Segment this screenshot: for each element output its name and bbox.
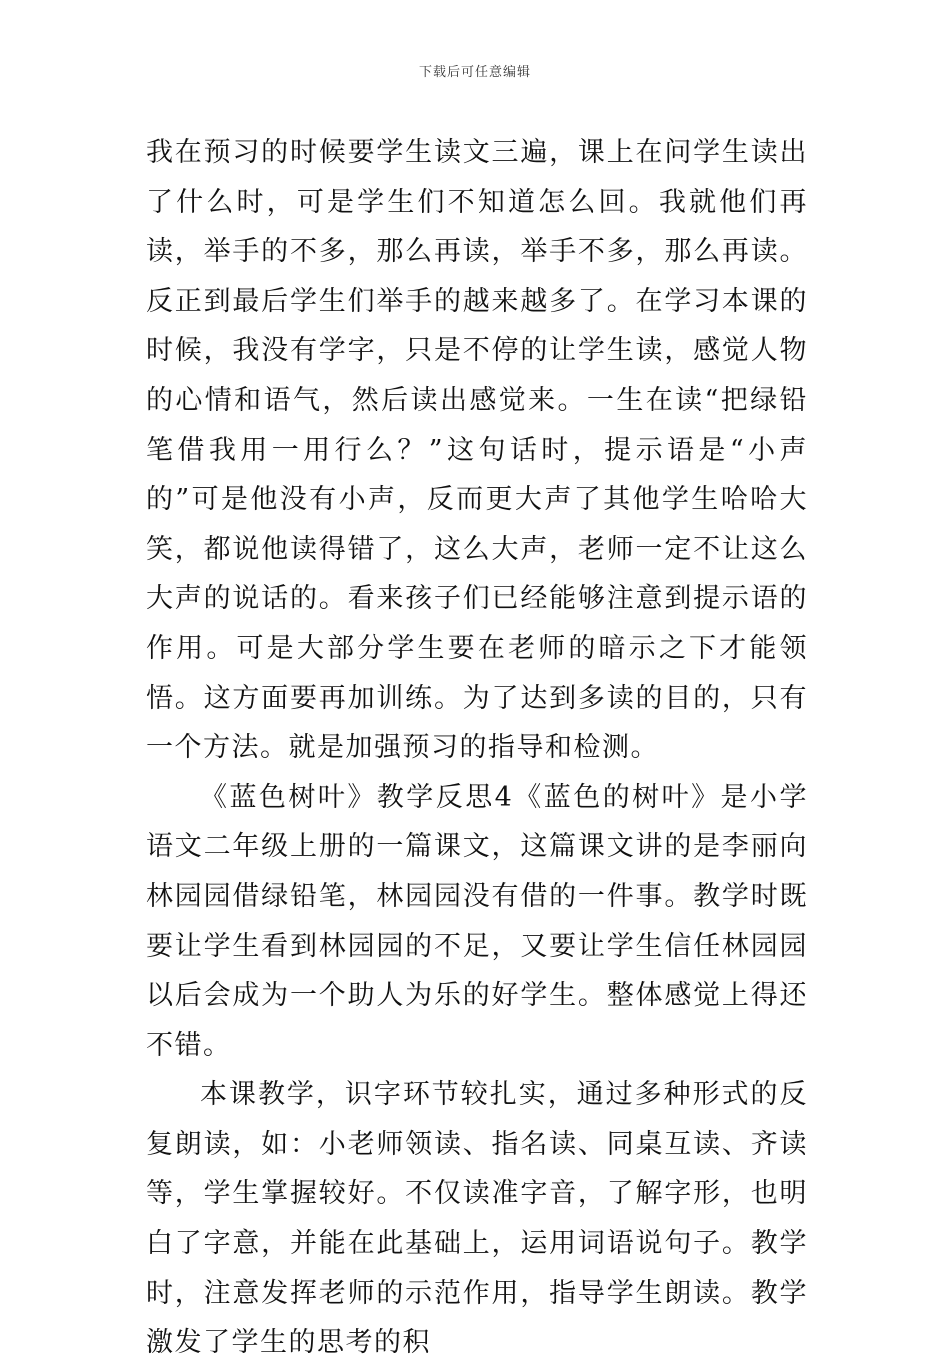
paragraph-3: 本课教学，识字环节较扎实，通过多种形式的反复朗读，如：小老师领读、指名读、同桌互读、齐读等，学生掌握较好。不仅读准字音，了解字形，也明白了字意，并能在此基础上，运用词语说句子。教学时，注意发挥老师的示范作用，指导学生朗读。教学激发了学生的思考的积 xyxy=(146,1079,808,1359)
paragraph-1: 我在预习的时候要学生读文三遍，课上在问学生读出了什么时，可是学生们不知道怎么回。我就他们再读，举手的不多，那么再读，举手不多，那么再读。反正到最后学生们举手的越来越多了。在学习本课的时候，我没有学字，只是不停的让学生读，感觉人物的心情和语气，然后读出感觉来。一生在读“把绿铅笔借我用一用行么？”这句话时，提示语是“小声的”可是他没有小声，反而更大声了其他学生哈哈大笑，都说他读得错了，这么大声，老师一定不让这么大声的说话的。看来孩子们已经能够注意到提示语的作用。可是大部分学生要在老师的暗示之下才能领悟。这方面要再加训练。为了达到多读的目的，只有一个方法。就是加强预习的指导和检测。 xyxy=(146,137,808,764)
page-header: 下载后可任意编辑 xyxy=(418,65,531,80)
document-body xyxy=(146,128,808,1368)
paragraph-2: 《蓝色树叶》教学反思4《蓝色的树叶》是小学语文二年级上册的一篇课文，这篇课文讲的是李丽向林园园借绿铅笔，林园园没有借的一件事。教学时既要让学生看到林园园的不足，又要让学生信任林园园以后会成为一个助人为乐的好学生。整体感觉上得还不错。 xyxy=(146,781,808,1061)
